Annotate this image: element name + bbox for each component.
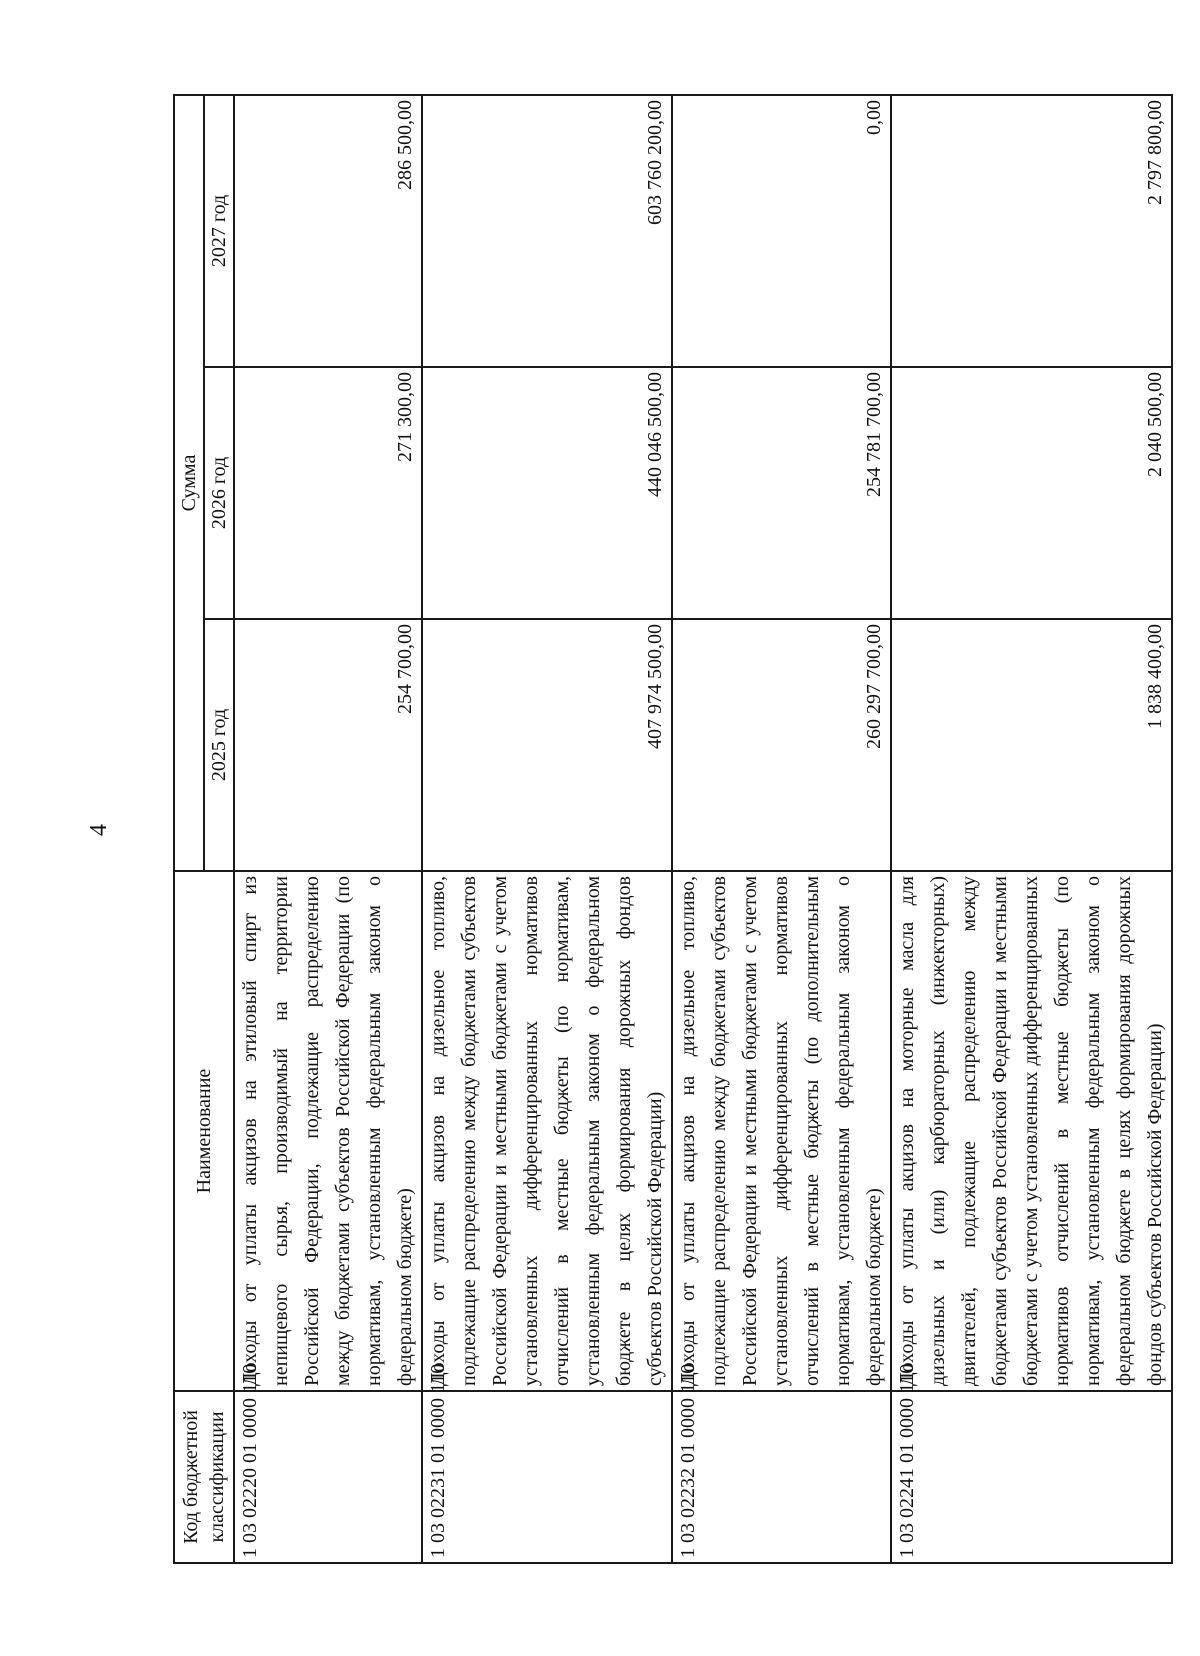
page-number: 4 [86, 824, 112, 836]
column-header-name: Наименование [174, 871, 234, 1391]
column-header-sum: Сумма [174, 95, 204, 871]
budget-revenue-table [173, 94, 1173, 1564]
row-amount-2027: 286 500,00 [234, 95, 422, 367]
row-amount-2025: 260 297 700,00 [672, 619, 891, 871]
row-code: 1 03 02232 01 0000 110 [672, 1391, 891, 1563]
row-code: 1 03 02231 01 0000 110 [422, 1391, 672, 1563]
column-header-2026: 2026 год [204, 367, 234, 619]
row-name: Доходы от уплаты акцизов на дизельное топливо, подлежащие распределению между бюджетами субъектов Российской Федерации и местными бюджетами с учетом установленных дифференцированных нормативов отчислений в местные бюджеты (по нормативам, установленным федеральным законом о федеральном бюджете в целях формирования дорожных фондов субъектов Российской Федерации) [422, 871, 672, 1391]
header-row-top [174, 95, 204, 1563]
row-amount-2026: 2 040 500,00 [891, 367, 1172, 619]
row-code: 1 03 02241 01 0000 110 [891, 1391, 1172, 1563]
row-name: Доходы от уплаты акцизов на моторные масла для дизельных и (или) карбюраторных (инжекторных) двигателей, подлежащие распределению между бюджетами субъектов Российской Федерации и местными бюджетами с учетом установленных дифференцированных нормативов отчислений в местные бюджеты (по нормативам, установленным федеральным законом о федеральном бюджете в целях формирования дорожных фондов субъектов Российской Федерации) [891, 871, 1172, 1391]
row-amount-2027: 603 760 200,00 [422, 95, 672, 367]
row-name: Доходы от уплаты акцизов на дизельное топливо, подлежащие распределению между бюджетами субъектов Российской Федерации и местными бюджетами с учетом установленных дифференцированных нормативов отчислений в местные бюджеты (по дополнительным нормативам, установленным федеральным законом о федеральном бюджете) [672, 871, 891, 1391]
table-row [672, 95, 891, 1563]
row-amount-2026: 271 300,00 [234, 367, 422, 619]
row-amount-2025: 254 700,00 [234, 619, 422, 871]
column-header-2025: 2025 год [204, 619, 234, 871]
budget-table-container [173, 96, 1166, 1564]
row-amount-2026: 440 046 500,00 [422, 367, 672, 619]
row-amount-2025: 407 974 500,00 [422, 619, 672, 871]
table-row [422, 95, 672, 1563]
column-header-code: Код бюджетной классификации [174, 1391, 234, 1563]
row-amount-2027: 2 797 800,00 [891, 95, 1172, 367]
table-row [891, 95, 1172, 1563]
table-row [234, 95, 422, 1563]
column-header-2027: 2027 год [204, 95, 234, 367]
row-code: 1 03 02220 01 0000 110 [234, 1391, 422, 1563]
row-amount-2025: 1 838 400,00 [891, 619, 1172, 871]
row-name: Доходы от уплаты акцизов на этиловый спирт из непищевого сырья, производимый на территории Российской Федерации, подлежащие распределению между бюджетами субъектов Российской Федерации (по нормативам, установленным федеральным законом о федеральном бюджете) [234, 871, 422, 1391]
row-amount-2026: 254 781 700,00 [672, 367, 891, 619]
row-amount-2027: 0,00 [672, 95, 891, 367]
